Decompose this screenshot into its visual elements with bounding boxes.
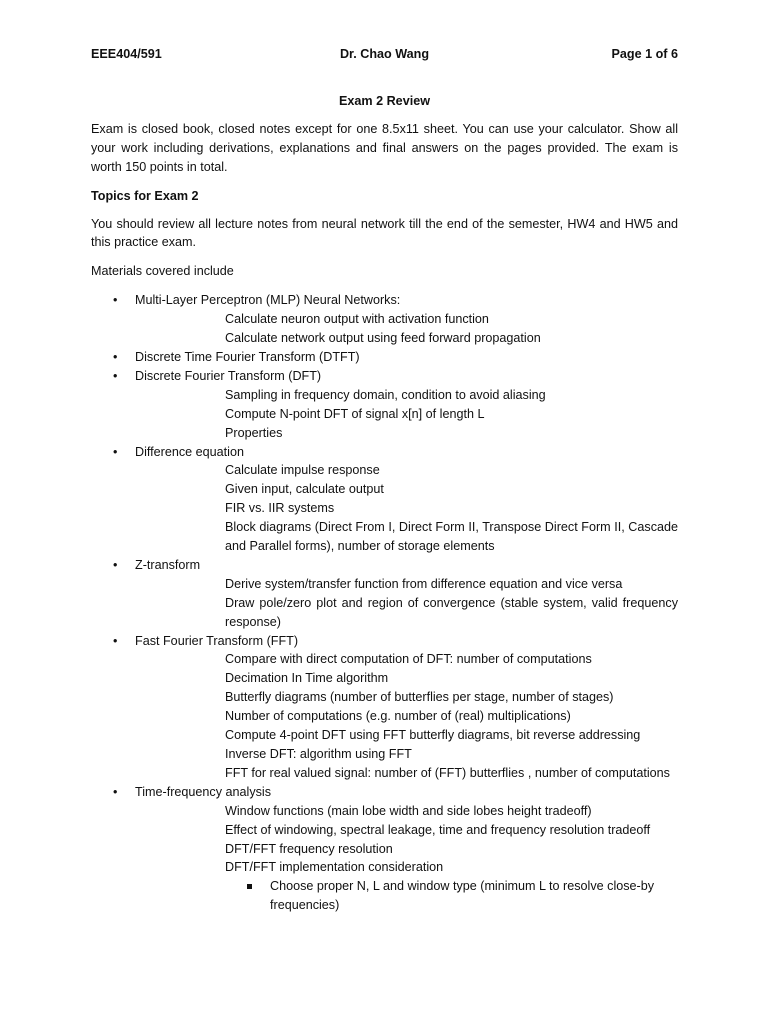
document-page xyxy=(91,45,678,915)
page-number: Page 1 of 6 xyxy=(611,47,678,61)
subsubitem-text: Choose proper N, L and window type (minimum L to resolve close-by frequencies) xyxy=(270,879,655,913)
topic-list xyxy=(91,291,678,915)
topic-subitem: Derive system/transfer function from difference equation and vice versa xyxy=(225,576,623,591)
topic-subitem: Number of computations (e.g. number of (real) multiplications) xyxy=(225,709,571,724)
bullet-icon: • xyxy=(113,633,118,648)
review-paragraph: You should review all lecture notes from neural network till the end of the semester, HW4 and HW5 and this practice exam. xyxy=(91,216,678,250)
topic-subitem: Given input, calculate output xyxy=(225,482,384,497)
topic-subitem: Draw pole/zero plot and region of convergence (stable system, valid frequency response) xyxy=(225,595,678,629)
topic-item xyxy=(91,443,678,556)
topic-subitem: Sampling in frequency domain, condition to avoid aliasing xyxy=(225,387,546,402)
topic-title: Z-transform xyxy=(135,557,201,572)
topic-title: Discrete Fourier Transform (DFT) xyxy=(135,368,322,383)
topics-heading: Topics for Exam 2 xyxy=(91,188,199,203)
topic-item xyxy=(91,783,678,915)
topic-title: Time-frequency analysis xyxy=(135,784,272,799)
bullet-icon: • xyxy=(113,293,118,308)
bullet-icon: • xyxy=(113,557,118,572)
page-header xyxy=(91,45,678,65)
topic-subitem: Window functions (main lobe width and side lobes height tradeoff) xyxy=(225,803,592,818)
topic-subitem: Calculate neuron output with activation function xyxy=(225,312,489,327)
topic-subitem: Block diagrams (Direct From I, Direct Form II, Transpose Direct Form II, Cascade and Parallel forms), number of storage elements xyxy=(225,520,678,554)
topic-item xyxy=(91,632,678,783)
square-bullet-icon xyxy=(247,884,252,889)
materials-label: Materials covered include xyxy=(91,264,234,279)
bullet-icon: • xyxy=(113,784,118,799)
topic-subitem: FIR vs. IIR systems xyxy=(225,501,335,516)
topic-subitem: Calculate network output using feed forward propagation xyxy=(225,331,541,346)
topic-subitem: FFT for real valued signal: number of (FFT) butterflies , number of computations xyxy=(225,765,670,780)
bullet-icon: • xyxy=(113,349,118,364)
topic-item xyxy=(91,556,678,632)
topic-subitem: Decimation In Time algorithm xyxy=(225,671,389,686)
topic-subitem: Properties xyxy=(225,425,283,440)
topic-subitem: Compute N-point DFT of signal x[n] of length L xyxy=(225,406,485,421)
topic-title: Fast Fourier Transform (FFT) xyxy=(135,633,299,648)
topic-title: Difference equation xyxy=(135,444,244,459)
topic-subitem: Compute 4-point DFT using FFT butterfly diagrams, bit reverse addressing xyxy=(225,728,641,743)
bullet-icon: • xyxy=(113,368,118,383)
topic-subsubitem xyxy=(135,877,678,915)
intro-paragraph: Exam is closed book, closed notes except for one 8.5x11 sheet. You can use your calculator. Show all your work including derivations, explanations and final answers on the pages provided. The exam is worth 150 points in total. xyxy=(91,121,678,174)
topic-subitem: Effect of windowing, spectral leakage, time and frequency resolution tradeoff xyxy=(225,822,651,837)
topic-title: Multi-Layer Perceptron (MLP) Neural Networks: xyxy=(135,293,401,308)
instructor-name: Dr. Chao Wang xyxy=(339,47,430,61)
course-code: EEE404/591 xyxy=(91,47,162,61)
topic-item xyxy=(91,348,678,367)
topic-subitem: Butterfly diagrams (number of butterflies per stage, number of stages) xyxy=(225,690,614,705)
topic-subitem: Inverse DFT: algorithm using FFT xyxy=(225,747,412,761)
topic-item xyxy=(91,367,678,443)
topic-subitem: DFT/FFT implementation consideration xyxy=(225,860,444,875)
topic-subitem: DFT/FFT frequency resolution xyxy=(225,841,393,856)
document-title: Exam 2 Review xyxy=(338,94,430,108)
topic-item xyxy=(91,291,678,348)
bullet-icon: • xyxy=(113,444,118,459)
topic-title: Discrete Time Fourier Transform (DTFT) xyxy=(135,349,360,364)
topic-subitem: Calculate impulse response xyxy=(225,463,380,478)
topic-subitem: Compare with direct computation of DFT: number of computations xyxy=(225,652,592,667)
